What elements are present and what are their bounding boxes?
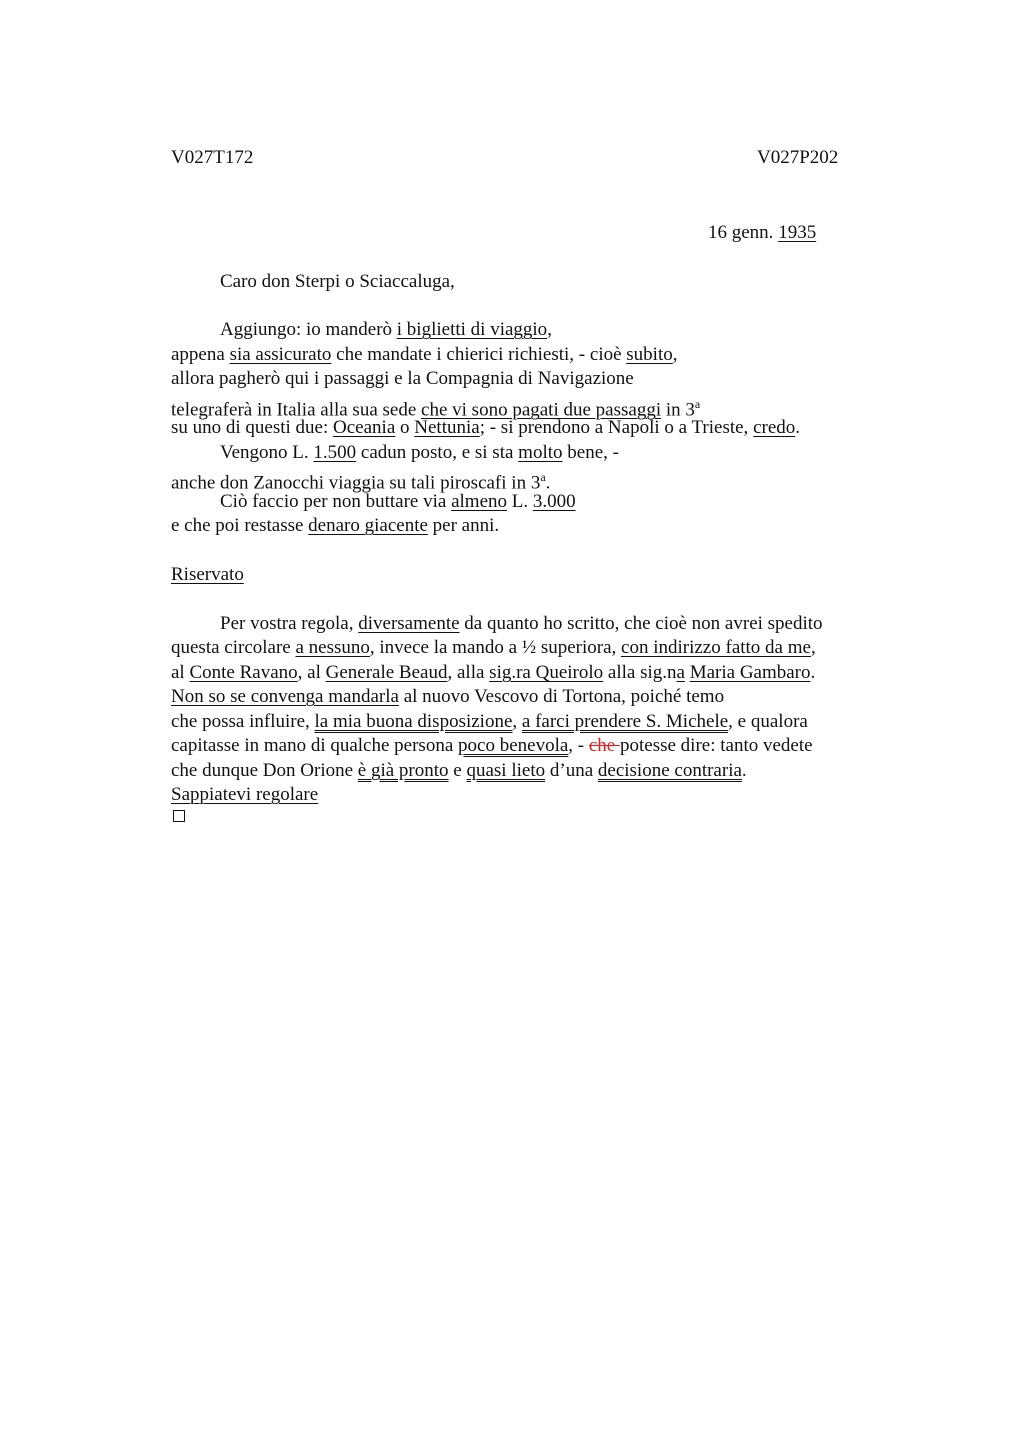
p1-line-2: appena sia assicurato che mandate i chierici richiesti, - cioè subito, xyxy=(171,344,678,365)
p1-line-5: su uno di questi due: Oceania o Nettunia; - si prendono a Napoli o a Trieste, credo. xyxy=(171,417,801,438)
p1-line-3: allora pagherò qui i passaggi e la Compagnia di Navigazione xyxy=(171,368,634,389)
p4-line-8: Sappiatevi regolare xyxy=(171,784,319,805)
p4-line-6: capitasse in mano di qualche persona poco benevola, - che potesse dire: tanto vedete xyxy=(171,735,813,756)
p2-line-1: Vengono L. 1.500 cadun posto, e si sta molto bene, - xyxy=(220,442,619,463)
p4-line-7: che dunque Don Orione è già pronto e quasi lieto d’una decisione contraria. xyxy=(171,760,747,781)
deleted-text: che xyxy=(588,735,620,756)
p4-line-5: che possa influire, la mia buona disposizione, a farci prendere S. Michele, e qualora xyxy=(171,711,808,732)
document-code-left: V027T172 xyxy=(171,147,254,168)
date-year: 1935 xyxy=(778,222,817,243)
p4-line-3: al Conte Ravano, al Generale Beaud, alla sig.ra Queirolo alla sig.na Maria Gambaro. xyxy=(171,662,816,683)
salutation: Caro don Sterpi o Sciaccaluga, xyxy=(220,271,455,292)
letter-date xyxy=(708,221,816,245)
p3-line-2: e che poi restasse denaro giacente per anni. xyxy=(171,515,500,536)
document-code-right: V027P202 xyxy=(757,147,839,168)
p4-line-1: Per vostra regola, diversamente da quanto ho scritto, che cioè non avrei spedito xyxy=(220,613,823,634)
reserved-heading: Riservato xyxy=(171,564,244,585)
p1-line-1: Aggiungo: io manderò i biglietti di viaggio, xyxy=(220,319,552,340)
p4-line-2: questa circolare a nessuno, invece la mando a ½ superiora, con indirizzo fatto da me, xyxy=(171,637,816,658)
p1-line-4: telegraferà in Italia alla sua sede che vi sono pagati due passaggi in 3$^a$ xyxy=(171,397,701,421)
date-day-month: 16 genn. xyxy=(708,222,774,243)
p2-line-2: anche don Zanocchi viaggia su tali piroscafi in 3$^a$. xyxy=(171,470,551,494)
p4-line-4: Non so se convenga mandarla al nuovo Vescovo di Tortona, poiché temo xyxy=(171,686,725,707)
end-marker-box-icon xyxy=(173,810,185,822)
p3-line-1: Ciò faccio per non buttare via almeno L. 3.000 xyxy=(220,491,576,512)
